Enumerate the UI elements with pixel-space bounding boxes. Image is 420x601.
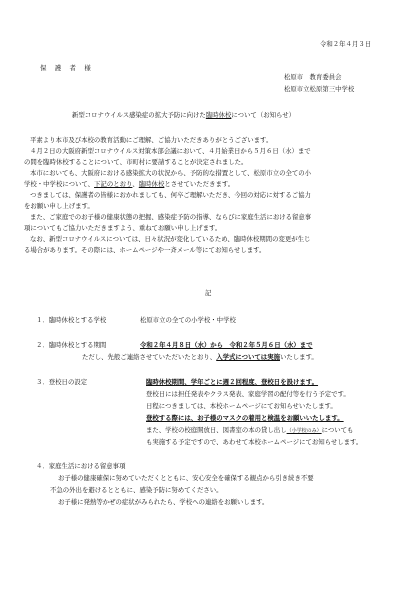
title-highlight: 臨時休校 [205, 111, 232, 119]
intro-line: の間を臨時休校することについて、市町村に要請することが決定されました。 [24, 158, 248, 166]
note-underlined: 入学式については実施 [216, 353, 280, 361]
letter-title [72, 111, 295, 120]
item3-small-note: （小学校のみ） [286, 428, 322, 434]
intro-line: る場合があります。その際には、ホームページや一斉メール等にてお知らせします。 [24, 246, 266, 254]
intro-line: 平素より本市及び本校の教育活動にご理解、ご協力いただきありがとうございます。 [30, 136, 273, 144]
item4-label: ４．家庭生活における留意事項 [36, 462, 126, 470]
sender-org: 松原市 教育委員会 [284, 73, 342, 81]
intro-line: ４月２日の大阪府新型コロナウイルス対策本部会議において、４月始業日から５月６日（水）まで [30, 147, 311, 155]
intro-line: つきましては、保護者の皆様におかれましても、何卒ご理解いただき、今回の対応に対するご協力 [30, 191, 311, 199]
intro-text: 、 [132, 180, 139, 188]
intro-text: とさせていただきます。 [164, 180, 235, 188]
title-suffix: について（お知らせ） [231, 111, 295, 119]
intro-underlined: 下記のとおり [94, 180, 133, 188]
item4-line: お子様の健康確保に努めていただくとともに、安心安全を確保する観点から引き続き不要 [58, 474, 314, 482]
item3-text: また、学校の校庭開放日、図書室の本の貸し出し [146, 426, 287, 434]
item3-label: ３．登校日の設定 [36, 378, 88, 386]
item1-label: １．臨時休校とする学校 [36, 316, 107, 324]
item3-line: 登校日には担任発表やクラス発表、家庭学習の配付等を行う予定です。 [146, 390, 350, 398]
intro-underlined: 臨時休校 [138, 180, 165, 188]
intro-line: なお、新型コロナウイルスについては、日々状況が変化しているため、臨時休校期間の変更が生じ [30, 235, 311, 243]
item3-text: についても [321, 426, 354, 434]
note-text: いたします。 [279, 353, 318, 361]
intro-line: をお願い申し上げます。 [24, 202, 94, 210]
item3-line [146, 426, 353, 435]
note-text: ただし、先般ご連絡させていただいたとおり、 [82, 353, 217, 361]
item2-note [82, 353, 318, 362]
intro-line: また、ご家庭でのお子様の健康状態の把握、感染症予防の指導、ならびに家庭生活における留意事 [30, 213, 312, 221]
item2-value: 令和２年４月８日（水）から 令和２年５月６日（水）まで [140, 341, 313, 349]
recipient: 保 護 者 様 [40, 64, 92, 72]
item3-line: も実施する予定ですので、あわせて本校ホームページにてお知らせします。 [146, 438, 363, 446]
intro-line [24, 180, 234, 189]
intro-text: 学校・中学校について、 [24, 180, 95, 188]
letter-date: 令和２年４月３日 [320, 40, 372, 48]
sender-school: 松原市立松原第三中学校 [284, 85, 355, 93]
item3-line: 臨時休校期間、学年ごとに週２回程度、登校日を設けます。 [146, 378, 319, 386]
item4-line: 不急の外出を避けるとともに、感染予防に努めてください。 [50, 486, 223, 494]
title-prefix: 新型コロナウイルス感染症の拡大予防に向けた [72, 111, 206, 119]
item4-line: お子様に発熱等かぜの症状がみられたら、学校への連絡をお願いします。 [58, 498, 269, 506]
item1-value: 松原市立の全ての小学校・中学校 [140, 316, 236, 324]
intro-line: 本市においても、大阪府における感染拡大の状況から、予防的な措置として、松原市立の全ての小 [30, 169, 312, 177]
intro-line: 項についてもご協力いただきますよう、重ねてお願い申し上げます。 [24, 224, 222, 232]
item3-line: 登校する際には、お子様のマスクの着用と検温をお願いいたします。 [146, 414, 344, 422]
item2-label: ２．臨時休校とする期間 [36, 341, 107, 349]
item3-line: 日程につきましては、本校ホームページにてお知らせいたします。 [146, 402, 337, 410]
ki-heading: 記 [205, 289, 212, 297]
